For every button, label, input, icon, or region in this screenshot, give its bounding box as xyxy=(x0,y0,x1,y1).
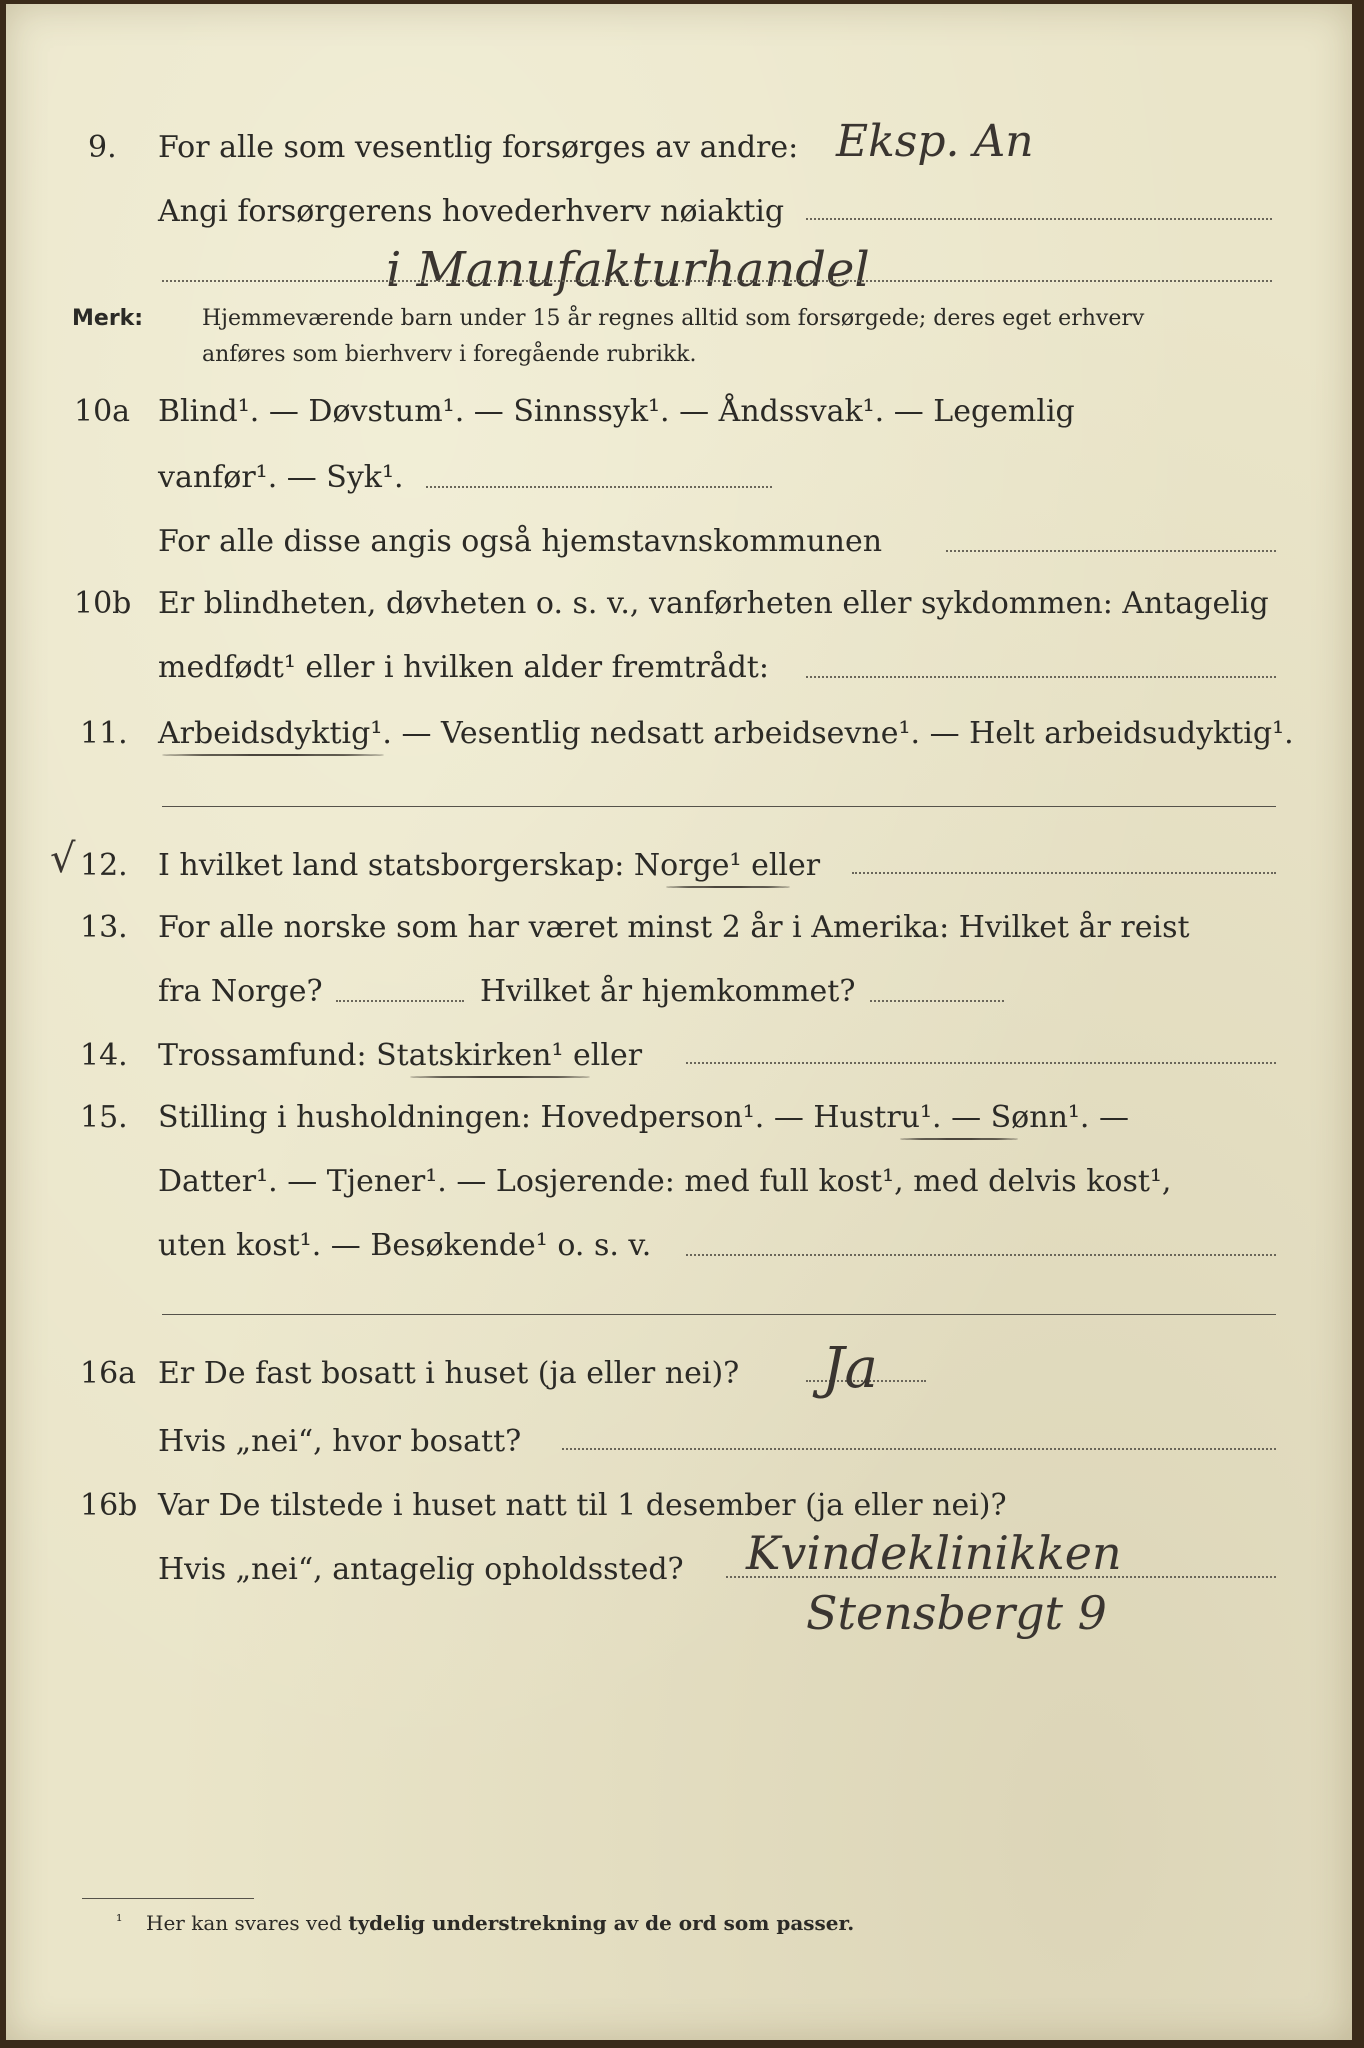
q16a-answer-line-2 xyxy=(562,1448,1276,1450)
q11-number: 11. xyxy=(80,716,128,751)
q15-line2: Datter¹. — Tjener¹. — Losjerende: med full kost¹, med delvis kost¹, xyxy=(158,1164,1172,1199)
footnote-text xyxy=(146,1910,854,1936)
q13-answer-line-hjemkommet xyxy=(870,1000,1004,1002)
q14-line1: Trossamfund: Statskirken¹ eller xyxy=(158,1038,643,1073)
footnote-mark: ¹ xyxy=(116,1911,123,1930)
q11-answer-line xyxy=(162,806,1276,807)
q9-answer-line-1 xyxy=(806,218,1272,220)
q10a-line1: Blind¹. — Døvstum¹. — Sinnssyk¹. — Åndssvak¹. — Legemlig xyxy=(158,394,1075,429)
q11-underline-arbeidsdyktig xyxy=(162,754,384,756)
q15-line3: uten kost¹. — Besøkende¹ o. s. v. xyxy=(158,1228,652,1263)
q16a-line2: Hvis „nei“, hvor bosatt? xyxy=(158,1424,522,1459)
q9-handwriting-employer: i Manufakturhandel xyxy=(386,242,870,298)
q12-underline-norge xyxy=(666,886,790,888)
merk-line2: anføres som bierhverv i foregående rubrikk. xyxy=(202,342,697,367)
q9-line2: Angi forsørgerens hovederhverv nøiaktig xyxy=(158,194,785,229)
q12-answer-line xyxy=(852,872,1276,874)
merk-line1: Hjemmeværende barn under 15 år regnes alltid som forsørgede; deres eget erhverv xyxy=(202,306,1145,331)
q10a-line2: vanfør¹. — Syk¹. xyxy=(158,460,404,495)
q16a-line1: Er De fast bosatt i huset (ja eller nei)? xyxy=(158,1356,740,1391)
q10b-line1: Er blindheten, døvheten o. s. v., vanførheten eller sykdommen: Antagelig xyxy=(158,586,1269,621)
q15-answer-line-1 xyxy=(686,1254,1276,1256)
q16b-number: 16b xyxy=(80,1488,138,1523)
q10a-line3: For alle disse angis også hjemstavnskommunen xyxy=(158,524,883,559)
q16b-handwriting-place: Kvindeklinikken xyxy=(746,1526,1122,1580)
q10a-answer-line-1 xyxy=(426,486,772,488)
q13-line2b: Hvilket år hjemkommet? xyxy=(480,974,856,1009)
q11-line1: Arbeidsdyktig¹. — Vesentlig nedsatt arbeidsevne¹. — Helt arbeidsudyktig¹. xyxy=(158,716,1294,751)
q13-number: 13. xyxy=(80,910,128,945)
q14-underline-statskirken xyxy=(410,1076,590,1078)
q16b-answer-line xyxy=(726,1576,1276,1578)
q16a-number: 16a xyxy=(80,1356,137,1391)
q9-handwriting-occupation: Eksp. An xyxy=(836,116,1034,167)
q12-number: 12. xyxy=(80,848,128,883)
q9-number: 9. xyxy=(88,130,117,165)
q13-line2a: fra Norge? xyxy=(158,974,323,1009)
q15-number: 15. xyxy=(80,1100,128,1135)
q10b-answer-line xyxy=(806,676,1276,678)
q16b-line1: Var De tilstede i huset natt til 1 desember (ja eller nei)? xyxy=(158,1488,1007,1523)
q13-answer-line-reist xyxy=(336,1000,464,1002)
q9-answer-line-2 xyxy=(162,280,1272,282)
q16b-handwriting-address: Stensbergt 9 xyxy=(806,1586,1107,1640)
q10b-number: 10b xyxy=(74,586,132,621)
q12-line1: I hvilket land statsborgerskap: Norge¹ eller xyxy=(158,848,821,883)
q10a-answer-line-2 xyxy=(946,550,1276,552)
q10a-number: 10a xyxy=(74,394,131,429)
q14-answer-line xyxy=(686,1062,1276,1064)
q12-checkmark-icon: √ xyxy=(50,836,76,882)
census-form-page xyxy=(6,4,1352,2040)
q13-line1: For alle norske som har været minst 2 år i Amerika: Hvilket år reist xyxy=(158,910,1190,945)
footnote-bold: tydelig understrekning av de ord som passer. xyxy=(348,1911,855,1935)
q15-answer-line-2 xyxy=(162,1314,1276,1315)
q9-line1: For alle som vesentlig forsørges av andre: xyxy=(158,130,799,165)
q14-number: 14. xyxy=(80,1038,128,1073)
merk-label: Merk: xyxy=(72,306,144,331)
q15-line1: Stilling i husholdningen: Hovedperson¹. — Hustru¹. — Sønn¹. — xyxy=(158,1100,1129,1135)
q16a-handwriting-answer: Ja xyxy=(822,1336,878,1401)
footnote-plain: Her kan svares ved xyxy=(146,1911,342,1935)
q15-underline-hustru xyxy=(900,1138,1018,1140)
q16b-line2: Hvis „nei“, antagelig opholdssted? xyxy=(158,1552,684,1587)
q10b-line2: medfødt¹ eller i hvilken alder fremtrådt: xyxy=(158,650,769,685)
footnote-separator xyxy=(82,1898,254,1899)
